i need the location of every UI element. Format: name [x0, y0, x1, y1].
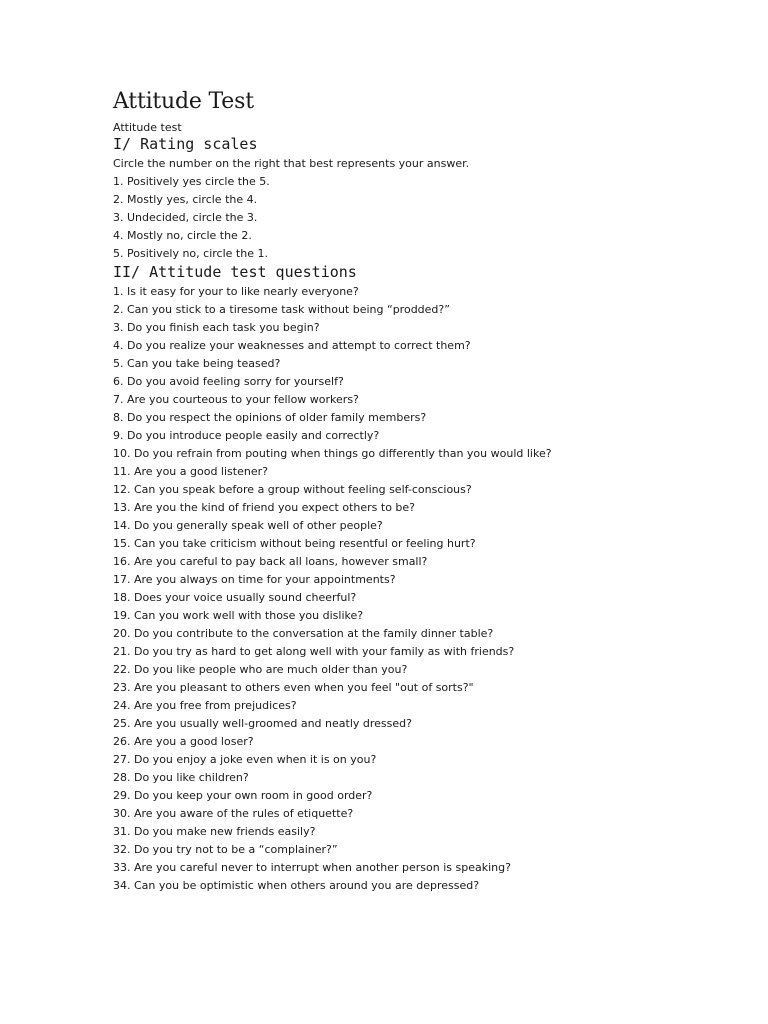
questions-section-heading-wrap [113, 263, 733, 283]
question-item: 19. Can you work well with those you dislike? [113, 609, 364, 622]
rating-intro: Circle the number on the right that best represents your answer. [113, 157, 470, 170]
rating-item: 2. Mostly yes, circle the 4. [113, 193, 258, 206]
rating-item: 4. Mostly no, circle the 2. [113, 229, 252, 242]
rating-item: 1. Positively yes circle the 5. [113, 175, 270, 188]
question-item: 13. Are you the kind of friend you expect others to be? [113, 501, 416, 514]
question-item: 4. Do you realize your weaknesses and attempt to correct them? [113, 339, 471, 352]
question-item: 33. Are you careful never to interrupt when another person is speaking? [113, 861, 511, 874]
question-item: 11. Are you a good listener? [113, 465, 268, 478]
question-item: 18. Does your voice usually sound cheerful? [113, 591, 357, 604]
question-item: 28. Do you like children? [113, 771, 249, 784]
question-item: 17. Are you always on time for your appointments? [113, 573, 396, 586]
question-item: 27. Do you enjoy a joke even when it is on you? [113, 753, 377, 766]
question-item: 8. Do you respect the opinions of older family members? [113, 411, 427, 424]
question-item: 24. Are you free from prejudices? [113, 699, 297, 712]
questions-section-heading: II/ Attitude test questions [113, 263, 357, 281]
question-item: 34. Can you be optimistic when others around you are depressed? [113, 879, 480, 892]
question-item: 31. Do you make new friends easily? [113, 825, 316, 838]
question-item: 20. Do you contribute to the conversation at the family dinner table? [113, 627, 494, 640]
question-item: 7. Are you courteous to your fellow workers? [113, 393, 359, 406]
document-title: Attitude Test [113, 89, 254, 114]
question-item: 14. Do you generally speak well of other people? [113, 519, 383, 532]
rating-list [113, 173, 733, 263]
rating-item: 5. Positively no, circle the 1. [113, 247, 268, 260]
question-item: 21. Do you try as hard to get along well with your family as with friends? [113, 645, 515, 658]
question-item: 1. Is it easy for your to like nearly everyone? [113, 285, 359, 298]
document-page [113, 88, 733, 895]
question-item: 32. Do you try not to be a “complainer?” [113, 843, 338, 856]
question-item: 29. Do you keep your own room in good order? [113, 789, 373, 802]
question-item: 15. Can you take criticism without being resentful or feeling hurt? [113, 537, 476, 550]
question-item: 10. Do you refrain from pouting when things go differently than you would like? [113, 447, 552, 460]
question-item: 3. Do you finish each task you begin? [113, 321, 320, 334]
rating-section-heading-wrap [113, 135, 733, 155]
question-item: 23. Are you pleasant to others even when you feel "out of sorts?" [113, 681, 474, 694]
question-item: 5. Can you take being teased? [113, 357, 281, 370]
question-item: 26. Are you a good loser? [113, 735, 254, 748]
rating-section-heading: I/ Rating scales [113, 135, 258, 153]
rating-item: 3. Undecided, circle the 3. [113, 211, 258, 224]
question-item: 22. Do you like people who are much older than you? [113, 663, 408, 676]
question-item: 16. Are you careful to pay back all loans, however small? [113, 555, 428, 568]
question-item: 12. Can you speak before a group without feeling self-conscious? [113, 483, 472, 496]
question-item: 30. Are you aware of the rules of etiquette? [113, 807, 354, 820]
question-item: 2. Can you stick to a tiresome task without being “prodded?” [113, 303, 450, 316]
question-item: 9. Do you introduce people easily and correctly? [113, 429, 380, 442]
question-list [113, 283, 733, 895]
question-item: 25. Are you usually well-groomed and neatly dressed? [113, 717, 412, 730]
question-item: 6. Do you avoid feeling sorry for yourself? [113, 375, 344, 388]
document-subtitle: Attitude test [113, 121, 182, 134]
